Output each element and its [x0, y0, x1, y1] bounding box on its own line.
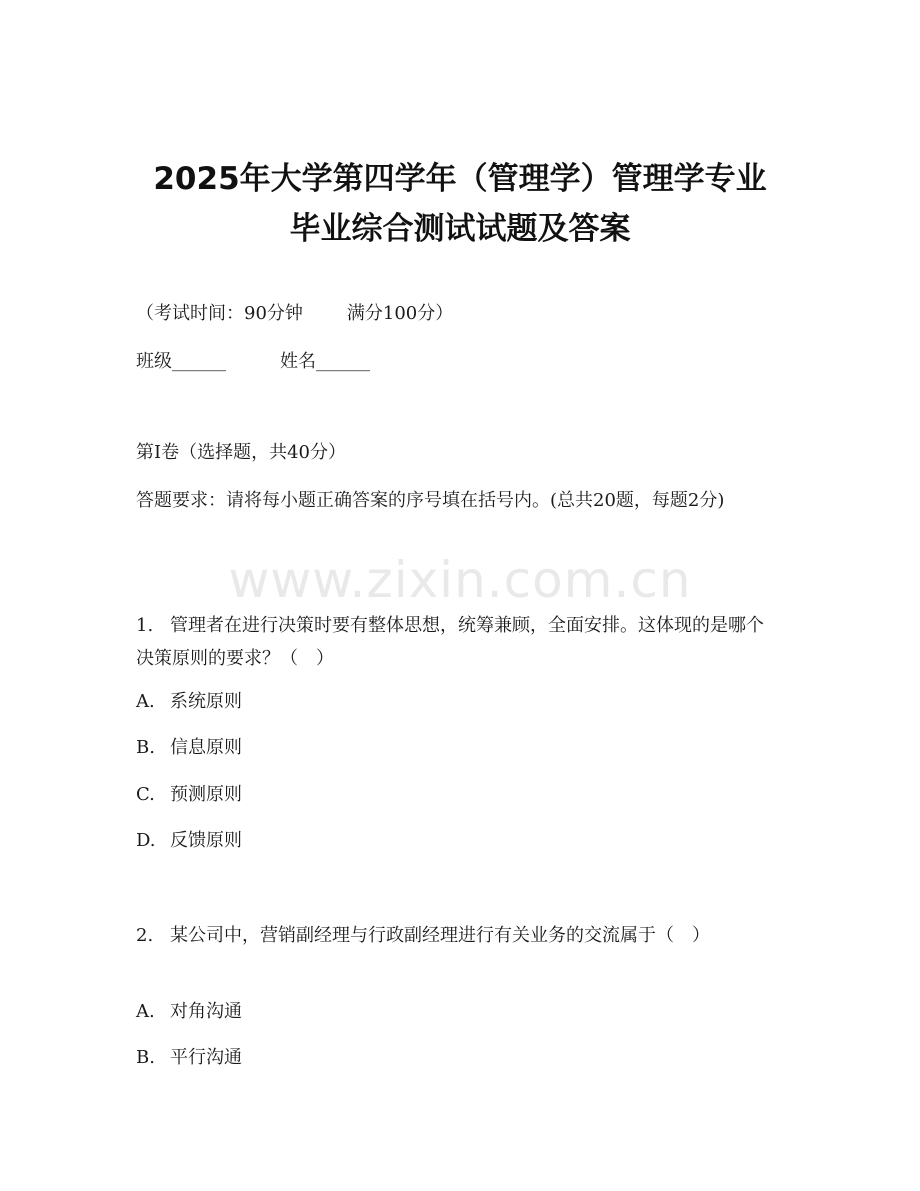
class-field-label: 班级______: [136, 351, 226, 372]
option-text: 系统原则: [170, 691, 242, 712]
option-text: 信息原则: [170, 737, 242, 758]
full-score: 满分100分）: [346, 303, 454, 324]
document-title-line-1: 2025年大学第四学年（管理学）管理学专业: [153, 161, 767, 197]
question-number: 1.: [136, 615, 154, 636]
watermark: www.zixin.com.cn: [228, 551, 692, 609]
student-info: [136, 350, 370, 374]
question-1-option-a: [136, 690, 242, 714]
option-letter: D.: [136, 830, 156, 851]
option-text: 反馈原则: [170, 830, 242, 851]
question-number: 2.: [136, 925, 154, 946]
question-2-option-b: [136, 1046, 242, 1070]
exam-info: [136, 302, 453, 326]
question-1-option-c: [136, 783, 242, 807]
option-letter: A.: [136, 1001, 155, 1022]
question-2: [136, 919, 776, 952]
option-letter: B.: [136, 737, 155, 758]
option-text: 对角沟通: [170, 1001, 242, 1022]
name-field-label: 姓名______: [280, 351, 370, 372]
question-1: [136, 609, 776, 675]
option-text: 平行沟通: [170, 1047, 242, 1068]
question-1-option-d: [136, 829, 242, 853]
document-title-line-2: 毕业综合测试试题及答案: [289, 211, 631, 247]
exam-time: （考试时间：90分钟: [136, 303, 303, 324]
option-letter: B.: [136, 1047, 155, 1068]
question-text: 某公司中，营销副经理与行政副经理进行有关业务的交流属于（ ）: [170, 925, 710, 946]
question-text: 管理者在进行决策时要有整体思想，统筹兼顾，全面安排。这体现的是哪个决策原则的要求？（ ）: [136, 615, 764, 669]
section-title: 第I卷（选择题，共40分）: [136, 442, 347, 463]
question-1-option-b: [136, 736, 242, 760]
option-letter: A.: [136, 691, 155, 712]
instructions: 答题要求：请将每小题正确答案的序号填在括号内。(总共20题，每题2分): [136, 490, 725, 511]
option-text: 预测原则: [170, 784, 242, 805]
question-2-option-a: [136, 1000, 242, 1024]
option-letter: C.: [136, 784, 155, 805]
